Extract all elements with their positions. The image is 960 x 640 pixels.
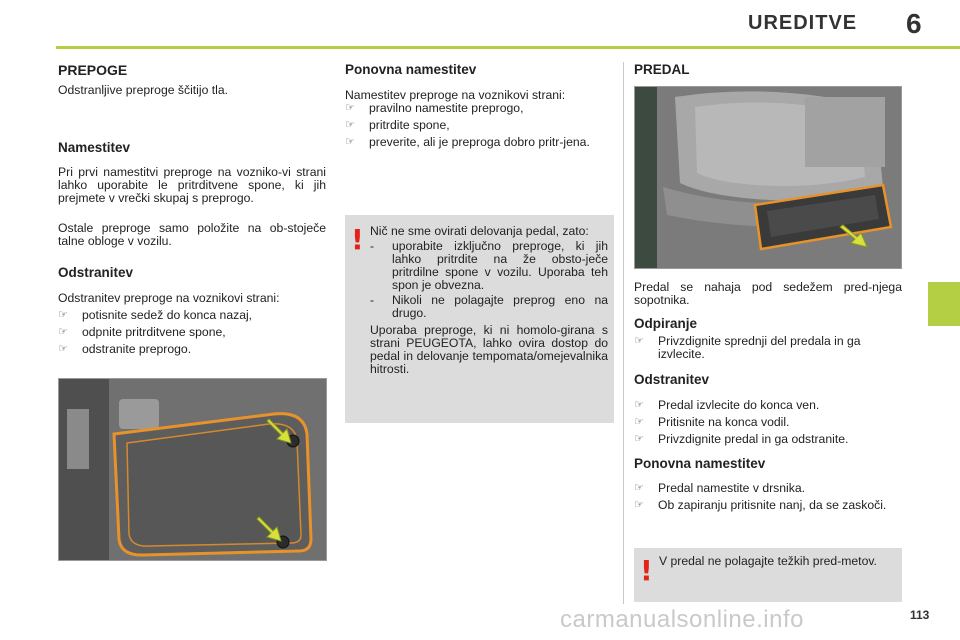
predal-description: Predal se nahaja pod sedežem pred-njega sopotnika. xyxy=(634,280,902,307)
odstranitev-predal-steps xyxy=(634,399,904,450)
pointing-hand-icon: ☞ xyxy=(345,102,355,114)
heading-prepoge: PREPOGE xyxy=(58,62,128,78)
list-item: ☞ Pritisnite na konca vodil. xyxy=(634,415,790,429)
page-number: 113 xyxy=(910,608,930,622)
warning-icon: ! xyxy=(351,223,364,256)
pointing-hand-icon: ☞ xyxy=(634,433,644,445)
warning-item: - Nikoli ne polagajte preprog eno na drugo. xyxy=(370,293,608,320)
intro-text: Odstranljive preproge ščitijo tla. xyxy=(58,83,229,97)
ponovna-intro: Namestitev preproge na voznikovi strani: xyxy=(345,88,566,102)
pointing-hand-icon: ☞ xyxy=(634,416,644,428)
namestitev-paragraph-2: Ostale preproge samo položite na ob-stoječe talne obloge v vozilu. xyxy=(58,221,326,248)
warning-item: - uporabite izključno preproge, ki jih lahko pritrdite na že obsto-ječe pritrdilne spone v vozilu. Uporaba teh spon je obvezna. xyxy=(370,239,608,292)
list-item: ☞ odpnite pritrditvene spone, xyxy=(58,325,226,339)
pointing-hand-icon: ☞ xyxy=(634,499,644,511)
watermark: carmanualsonline.info xyxy=(560,606,804,633)
floor-mat-photo xyxy=(58,378,327,561)
heading-ponovna-namestitev: Ponovna namestitev xyxy=(345,62,477,77)
heading-odstranitev: Odstranitev xyxy=(58,265,134,280)
pointing-hand-icon: ☞ xyxy=(345,136,355,148)
heading-ponovna-namestitev-predal: Ponovna namestitev xyxy=(634,456,766,471)
heading-namestitev: Namestitev xyxy=(58,140,131,155)
warning-icon: ! xyxy=(640,554,653,587)
pointing-hand-icon: ☞ xyxy=(58,326,68,338)
heading-predal: PREDAL xyxy=(634,62,690,77)
namestitev-paragraph-1: Pri prvi namestitvi preproge na vozniko-vi strani lahko uporabite le pritrditvene spone, ki jih prejmete v vrečki skupaj s preprogo. xyxy=(58,165,326,205)
list-item: ☞ potisnite sedež do konca nazaj, xyxy=(58,308,253,322)
list-item: ☞ preverite, ali je preproga dobro pritr-jena. xyxy=(345,135,590,149)
warning-footer: Uporaba preproge, ki ni homolo-girana s strani PEUGEOTA, lahko ovira dostop do pedal in delovanje tempomata/omejevalnika hitrosti. xyxy=(370,323,608,376)
odstranitev-steps xyxy=(58,309,328,360)
list-item: ☞ Predal izvlecite do konca ven. xyxy=(634,398,820,412)
list-item: ☞ Ob zapiranju pritisnite nanj, da se zaskoči. xyxy=(634,498,887,512)
list-item: ☞ Predal namestite v drsnika. xyxy=(634,481,805,495)
chapter-side-tab xyxy=(928,282,960,326)
page-title: UREDITVE xyxy=(748,12,858,34)
list-item: ☞ Privzdignite sprednji del predala in ga izvlecite. xyxy=(634,334,861,361)
drawer-illustration xyxy=(635,87,902,269)
warning-content xyxy=(370,225,608,376)
odstranitev-intro: Odstranitev preproge na voznikovi strani: xyxy=(58,291,280,305)
drawer-warning-text: V predal ne polagajte težkih pred-metov. xyxy=(659,554,877,568)
pointing-hand-icon: ☞ xyxy=(58,309,68,321)
list-item: ☞ odstranite preprogo. xyxy=(58,342,192,356)
pointing-hand-icon: ☞ xyxy=(58,343,68,355)
list-item: ☞ pritrdite spone, xyxy=(345,118,450,132)
pointing-hand-icon: ☞ xyxy=(634,399,644,411)
pointing-hand-icon: ☞ xyxy=(634,335,644,347)
list-item: ☞ pravilno namestite preprogo, xyxy=(345,101,524,115)
column-divider xyxy=(623,62,624,604)
drawer-warning-box xyxy=(634,548,902,602)
pedal-warning-box xyxy=(345,215,614,423)
odpiranje-steps xyxy=(634,335,904,365)
pointing-hand-icon: ☞ xyxy=(345,119,355,131)
drawer-photo xyxy=(634,86,902,269)
chapter-number: 6 xyxy=(906,8,922,39)
list-item: ☞ Privzdignite predal in ga odstranite. xyxy=(634,432,849,446)
heading-odpiranje: Odpiranje xyxy=(634,316,698,331)
header-rule xyxy=(56,46,960,49)
heading-odstranitev-predal: Odstranitev xyxy=(634,372,710,387)
ponovna-steps xyxy=(345,102,617,153)
pointing-hand-icon: ☞ xyxy=(634,482,644,494)
floor-mat-illustration xyxy=(59,379,327,561)
warning-intro: Nič ne sme ovirati delovanja pedal, zato: xyxy=(370,224,589,238)
ponovna-predal-steps xyxy=(634,482,904,516)
